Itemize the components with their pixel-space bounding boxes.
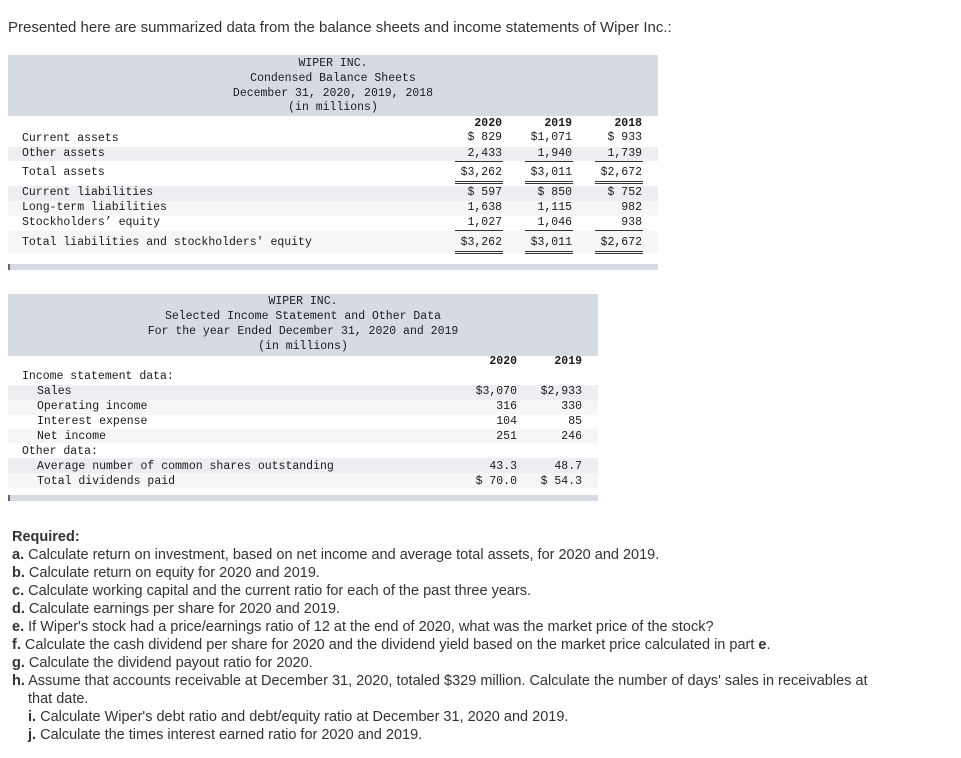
underline [595, 230, 643, 231]
bs-cell: $1,071 [530, 131, 572, 144]
bs-year-2019: 2019 [544, 117, 572, 130]
bs-cell: $ 597 [467, 186, 502, 199]
bs-cell: $ 933 [607, 131, 642, 144]
bs-cell: $3,262 [460, 166, 502, 179]
is-cell: 246 [561, 430, 582, 443]
item-letter: e. [12, 619, 25, 635]
required-item [12, 582, 952, 600]
bs-dates: December 31, 2020, 2019, 2018 [232, 87, 434, 100]
is-cell: $ 70.0 [475, 475, 517, 488]
is-row-label: Average number of common shares outstanding [37, 460, 334, 473]
is-year-2020: 2020 [489, 355, 517, 368]
bs-cell: 982 [621, 201, 642, 214]
bs-cell: 2,433 [467, 147, 502, 160]
is-row-label: Total dividends paid [37, 475, 176, 488]
item-text: Assume that accounts receivable at December 31, 2020, totaled $329 million. Calculate the number of days' sales in receivables at [28, 673, 868, 689]
bs-cell: $ 850 [537, 186, 572, 199]
bs-title: Condensed Balance Sheets [250, 72, 416, 85]
bs-units: (in millions) [288, 101, 378, 114]
is-cell: 85 [568, 415, 582, 428]
item-letter: j. [28, 727, 37, 743]
bs-row-label: Stockholders’ equity [22, 216, 161, 229]
bs-cell: $2,672 [600, 236, 642, 249]
double-underline [525, 251, 573, 252]
item-letter: d. [12, 601, 25, 617]
bs-cell: 1,115 [537, 201, 572, 214]
is-cell: 330 [561, 400, 582, 413]
is-row-label: Operating income [37, 400, 148, 413]
is-cell: 316 [496, 400, 517, 413]
is-title: Selected Income Statement and Other Data [164, 310, 442, 323]
required-title: Required: [12, 529, 80, 545]
item-text: Calculate return on equity for 2020 and 2019. [28, 565, 320, 581]
bs-cell: 1,638 [467, 201, 502, 214]
bs-cell: 1,739 [607, 147, 642, 160]
double-underline [595, 253, 643, 254]
balance-sheet-header [8, 55, 658, 116]
bs-cell: $3,262 [460, 236, 502, 249]
bs-cell: 1,046 [537, 216, 572, 229]
double-underline [525, 183, 573, 184]
item-text: Calculate working capital and the current ratio for each of the past three years. [28, 583, 532, 599]
income-statement-table [8, 294, 598, 504]
item-bold-ref: e [758, 637, 767, 653]
required-item [12, 636, 952, 654]
is-cell: 251 [496, 430, 517, 443]
item-text: Calculate return on investment, based on net income and average total assets, for 2020 and 2019. [28, 547, 660, 563]
bs-year-2020: 2020 [474, 117, 502, 130]
double-underline [455, 251, 503, 252]
double-underline [595, 181, 643, 182]
is-footer-tick [8, 495, 10, 501]
is-year-2019: 2019 [554, 355, 582, 368]
required-section [12, 528, 952, 744]
item-letter: a. [12, 547, 25, 563]
income-statement-header [8, 294, 598, 356]
item-suffix: . [766, 637, 771, 653]
bs-cell: $ 752 [607, 186, 642, 199]
underline [525, 161, 573, 162]
is-footer-bar [8, 495, 598, 501]
bs-row-label: Other assets [22, 147, 105, 160]
is-row-label: Net income [37, 430, 107, 443]
bs-row-label: Total liabilities and stockholders' equity [22, 236, 312, 249]
is-period: For the year Ended December 31, 2020 and 2019 [147, 325, 459, 338]
bs-company: WIPER INC. [298, 57, 368, 70]
required-item [12, 726, 952, 744]
double-underline [525, 181, 573, 182]
bs-footer-bar [8, 264, 658, 270]
intro-text: Presented here are summarized data from the balance sheets and income statements of Wiper Inc.: [8, 19, 672, 36]
is-cell: $ 54.3 [540, 475, 582, 488]
bs-cell: $2,672 [600, 166, 642, 179]
required-item-continuation: that date. [28, 691, 89, 707]
underline [525, 230, 573, 231]
bs-row-label: Current liabilities [22, 186, 154, 199]
item-letter: b. [12, 565, 25, 581]
bs-year-2018: 2018 [614, 117, 642, 130]
required-item [12, 546, 952, 564]
item-letter: g. [12, 655, 25, 671]
item-letter: i. [28, 709, 37, 725]
double-underline [455, 183, 503, 184]
is-cell: 48.7 [554, 460, 582, 473]
double-underline [455, 181, 503, 182]
item-text: Calculate the dividend payout ratio for 2020. [28, 655, 313, 671]
required-item [12, 564, 952, 582]
required-item [12, 654, 952, 672]
bs-cell: 1,940 [537, 147, 572, 160]
is-units: (in millions) [258, 340, 348, 353]
double-underline [595, 251, 643, 252]
is-section-label: Other data: [22, 445, 98, 458]
item-letter: f. [12, 637, 21, 653]
balance-sheet-table [8, 55, 658, 270]
required-item [12, 618, 952, 636]
is-row-label: Interest expense [37, 415, 148, 428]
is-cell: $2,933 [540, 385, 582, 398]
is-company: WIPER INC. [268, 295, 338, 308]
required-item [12, 600, 952, 618]
underline [595, 161, 643, 162]
item-text: Calculate the cash dividend per share for 2020 and the dividend yield based on the market price calculated in part [24, 637, 755, 653]
item-text: Calculate Wiper's debt ratio and debt/equity ratio at December 31, 2020 and 2019. [40, 709, 569, 725]
bs-footer-tick [8, 264, 10, 270]
bs-cell: 938 [621, 216, 642, 229]
bs-cell: $ 829 [467, 131, 502, 144]
is-cell: 104 [496, 415, 517, 428]
is-row-label: Sales [37, 385, 72, 398]
double-underline [455, 253, 503, 254]
bs-cell: 1,027 [467, 216, 502, 229]
underline [455, 230, 503, 231]
is-section-label: Income statement data: [22, 370, 174, 383]
bs-row-label: Total assets [22, 166, 105, 179]
double-underline [525, 253, 573, 254]
item-text: Calculate earnings per share for 2020 and 2019. [28, 601, 341, 617]
double-underline [595, 183, 643, 184]
is-cell: 43.3 [489, 460, 517, 473]
underline [455, 161, 503, 162]
item-text: If Wiper's stock had a price/earnings ratio of 12 at the end of 2020, what was the market price of the stock? [28, 619, 714, 635]
item-letter: c. [12, 583, 25, 599]
bs-row-label: Long-term liabilities [22, 201, 167, 214]
item-letter: h. [12, 673, 25, 689]
item-text: Calculate the times interest earned ratio for 2020 and 2019. [40, 727, 423, 743]
bs-cell: $3,011 [530, 166, 572, 179]
required-item [12, 672, 952, 690]
is-cell: $3,070 [475, 385, 517, 398]
required-item [12, 708, 952, 726]
bs-cell: $3,011 [530, 236, 572, 249]
bs-row-label: Current assets [22, 132, 119, 145]
